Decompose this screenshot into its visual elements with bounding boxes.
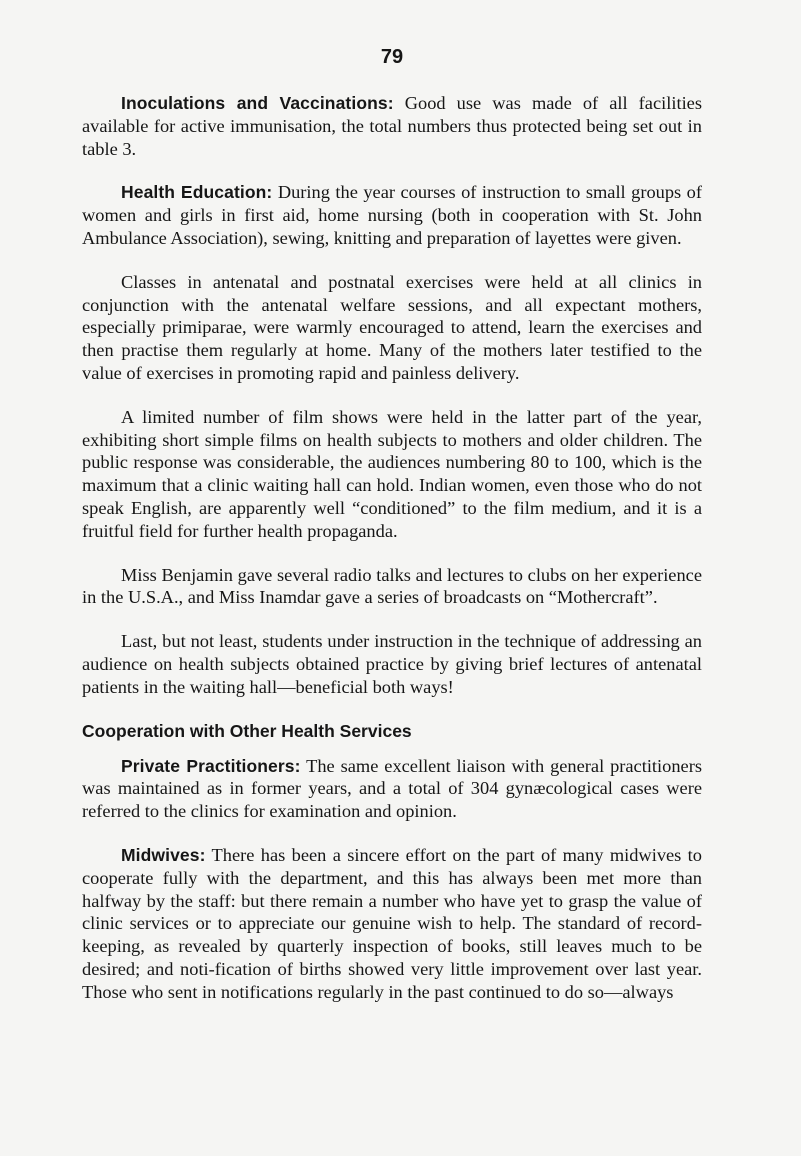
private-practitioners-text: The same excellent liaison with general practitioners was maintained as in former years, and a total of 304 gynæcological cases were referred to the clinics for examination and opinion.: [82, 755, 702, 822]
health-education-heading: Health Education:: [121, 182, 273, 203]
page-content: [82, 44, 702, 1025]
paragraph-inoculations: [82, 92, 702, 160]
paragraph-students: Last, but not least, students under instruction in the technique of addressing an audience on health subjects obtained practice by giving brief lectures of antenatal patients in the waiting hall—beneficial both ways!: [82, 631, 702, 697]
paragraph-midwives: [82, 844, 702, 1004]
paragraph-health-education: [82, 181, 702, 249]
paragraph-private-practitioners: [82, 755, 702, 823]
paragraph-radio-talks: Miss Benjamin gave several radio talks and lectures to clubs on her experience in the U.S.A., and Miss Inamdar gave a series of broadcasts on “Mothercraft”.: [82, 564, 702, 608]
midwives-text: There has been a sincere effort on the part of many midwives to cooperate fully with the department, and this has always been met more than halfway by the staff: but there remain a number who have yet to grasp the value of clinic services or to appreciate our genuine wish to help. The standard of record-keeping, as revealed by quarterly inspection of books, still leaves much to be desired; and noti-fication of births showed very little improvement over last year. Those who sent in notifications regularly in the past continued to do so—always: [82, 844, 702, 1002]
health-education-text: During the year courses of instruction to small groups of women and girls in first aid, home nursing (both in cooperation with St. John Ambulance Association), sewing, knitting and preparation of layettes were given.: [82, 182, 702, 248]
midwives-heading: Midwives:: [121, 844, 206, 865]
paragraph-film-shows: A limited number of film shows were held in the latter part of the year, exhibiting short simple films on health subjects to mothers and older children. The public response was considerable, the audiences numbering 80 to 100, which is the maximum that a clinic waiting hall can hold. Indian women, even those who do not speak English, are apparently well “conditioned” to the film medium, and it is a fruitful field for further health propaganda.: [82, 406, 702, 541]
inoculations-heading: Inoculations and Vaccinations:: [121, 93, 394, 113]
section-heading-cooperation: Cooperation with Other Health Services: [82, 720, 412, 741]
inoculations-text: Good use was made of all facilities available for active immunisation, the total numbers thus protected being set out in table 3.: [82, 93, 702, 159]
paragraph-classes: Classes in antenatal and postnatal exercises were held at all clinics in conjunction with the antenatal welfare sessions, and all expectant mothers, especially primiparae, were warmly encouraged to attend, learn the exercises and then practise them regularly at home. Many of the mothers later testified to the value of exercises in promoting rapid and painless delivery.: [82, 271, 702, 383]
page-number: 79: [380, 46, 404, 68]
private-practitioners-heading: Private Practitioners:: [121, 755, 301, 776]
